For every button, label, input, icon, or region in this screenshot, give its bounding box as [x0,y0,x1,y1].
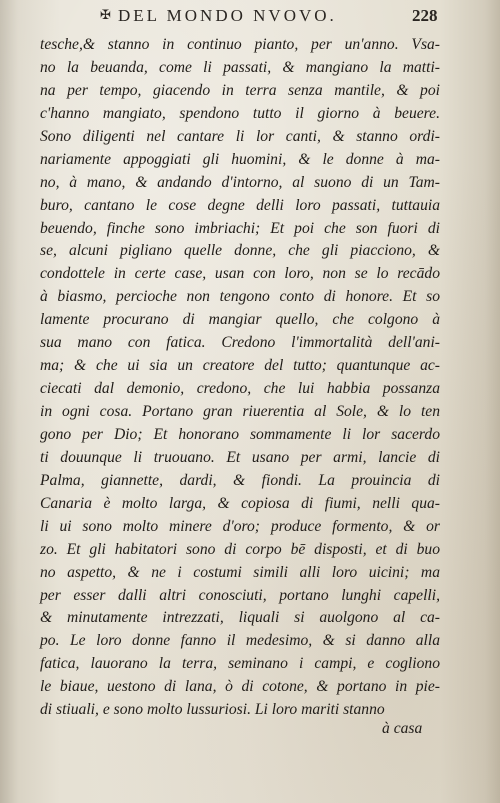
text-line: per esser dalli altri conosciuti, portano lunghi capelli, [40,586,440,604]
text-line: c'hanno mangiato, spendono tutto il giorno à beuere. [40,104,440,122]
text-line: beuendo, finche sono imbriachi; Et poi che son fuori di [40,219,440,237]
text-line: Palma, giannette, dardi, & fiondi. La prouincia di [40,471,440,489]
text-line: buro, cantano le cose degne delli loro passati, tuttauia [40,196,440,214]
text-line: nariamente appoggiati gli huomini, & le donne à ma- [40,150,440,168]
text-line: Sono diligenti nel cantare li lor canti, & stanno ordi- [40,127,440,145]
text-line: à biasmo, percioche non tengono conto di honore. Et so [40,288,440,306]
text-line: zo. Et gli habitatori sono di corpo bē disposti, et di buo [40,540,440,558]
text-line: po. Le loro donne fanno il medesimo, & si danno alla [40,632,440,650]
body-text [40,34,440,722]
text-line: lamente procurano di mangiar quello, che colgono à [40,311,440,329]
text-line: in ogni cosa. Portano gran riuerentia al Sole, & lo ten [40,403,440,420]
text-line: no, à mano, & andando d'intorno, al suono di un Tam- [40,173,440,191]
text-line: na per tempo, giacendo in terra senza mantile, & poi [40,81,440,99]
text-line: & minutamente intrezzati, liquali si auolgono al ca- [40,609,440,627]
text-line: ma; & che ui sia un creatore del tutto; quantunque ac- [40,357,440,375]
running-head [60,0,440,30]
text-line: se, alcuni pigliano quelle donne, che gli piacciono, & [40,242,440,260]
text-line: Canaria è molto larga, & copiosa di fiumi, nelli qua- [40,494,440,512]
cross-ornament-icon: ✠ [100,8,111,23]
text-line: condottele in certe case, usan con loro, non se lo recādo [40,265,440,283]
text-line: sua mano con fatica. Credono l'immortalità dell'ani- [40,334,440,352]
running-title: DEL MONDO NVOVO. [118,6,337,25]
text-line: ti douunque li truouano. Et usano per armi, lancie di [40,448,440,466]
text-line: le biaue, uestono di lana, ò di cotone, & portano in pie- [40,678,440,696]
page-number: 228 [412,6,438,25]
text-line: fatica, lauorano la terra, seminano i campi, e cogliono [40,655,440,673]
text-line: tesche,& stanno in continuo pianto, per un'anno. Vsa- [40,36,440,53]
text-line: no la beuanda, come li passati, & mangiano la matti- [40,58,440,76]
text-line: di stiuali, e sono molto lussuriosi. Li loro mariti stanno [40,701,385,719]
text-line: gono per Dio; Et honorano sommamente li lor sacerdo [40,425,440,443]
text-line: li ui sono molto minere d'oro; produce formento, & or [40,517,440,535]
catchword: à casa [382,720,423,737]
text-line: ciecati dal demonio, credono, che lui habbia possanza [40,380,440,398]
text-line: no aspetto, & ne i costumi simili alli loro uicini; ma [40,563,440,581]
